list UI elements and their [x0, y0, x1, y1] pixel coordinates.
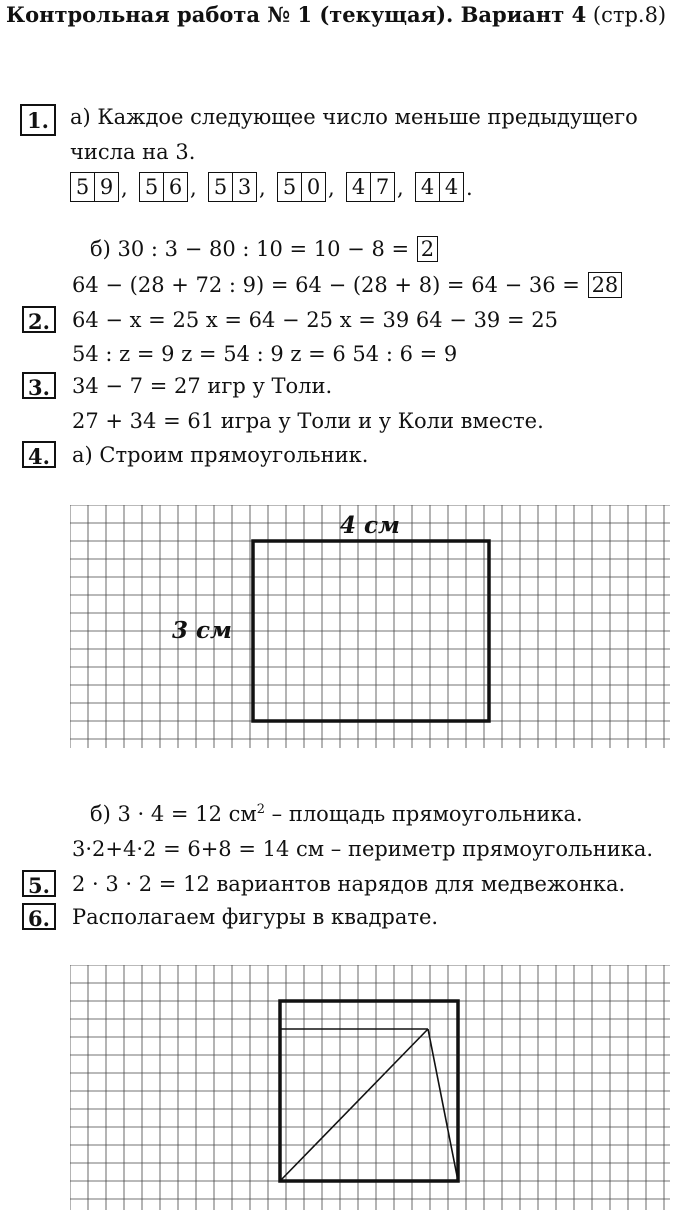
sequence-number-box	[208, 172, 257, 202]
header-page-ref: (стр.8)	[592, 3, 667, 27]
sequence-number-box	[70, 172, 119, 202]
sequence-separator: ,	[259, 176, 266, 200]
sequence-digit: 5	[282, 175, 297, 199]
task-1a-line2: числа на 3.	[70, 140, 196, 164]
task-3-line2: 27 + 34 = 61 игра у Толи и у Коли вместе.	[72, 409, 544, 433]
sequence-separator: ,	[121, 176, 128, 200]
sequence-number-box	[415, 172, 464, 202]
task-2-number: 2.	[22, 306, 56, 333]
task-1b-answer2: 28	[588, 272, 623, 298]
sequence-digit: 9	[94, 173, 118, 201]
sequence-number-box	[139, 172, 188, 202]
task-1b-expr1: б) 30 : 3 − 80 : 10 = 10 − 8 =	[90, 237, 410, 261]
header-title: Контрольная работа № 1 (текущая). Вариант 4	[6, 2, 587, 27]
sequence-digit: 5	[75, 175, 90, 199]
task-5-number: 5.	[22, 870, 56, 897]
task-3-number: 3.	[22, 372, 56, 399]
sequence-digit: 0	[301, 173, 325, 201]
sequence-separator: ,	[328, 176, 335, 200]
task-1b-expr2: 64 − (28 + 72 : 9) = 64 − (28 + 8) = 64 − 36 =	[72, 273, 580, 297]
task-1b-line2	[72, 272, 623, 298]
task-4b-line2: 3·2+4·2 = 6+8 = 14 см – периметр прямоугольника.	[72, 837, 654, 861]
task-6-number: 6.	[22, 903, 56, 930]
grid-rectangle-figure	[70, 505, 670, 750]
task-4-number: 4.	[22, 441, 56, 468]
grid-square-figure	[70, 965, 670, 1215]
sequence-number-box	[346, 172, 395, 202]
sequence-digit: 4	[420, 175, 435, 199]
task-1a-line1: а) Каждое следующее число меньше предыдущего	[70, 105, 638, 129]
sequence-digit: 4	[439, 173, 463, 201]
task-4a-line: а) Строим прямоугольник.	[72, 443, 369, 467]
task-1b-answer1: 2	[417, 236, 438, 262]
rect-height-label: 3 см	[172, 617, 232, 644]
task-3-line1: 34 − 7 = 27 игр у Толи.	[72, 374, 333, 398]
rect-width-label: 4 см	[340, 512, 400, 539]
sequence-digit: 4	[351, 175, 366, 199]
sequence-number-box	[277, 172, 326, 202]
task-4b-area-sup: 2	[256, 802, 265, 817]
sequence-digit: 5	[144, 175, 159, 199]
figure-slant-edge	[428, 1029, 458, 1181]
figure-diagonal	[280, 1029, 428, 1181]
sequence-separator: .	[466, 176, 473, 200]
task-4b-line1	[90, 802, 583, 826]
task-4b-area-expr: б) 3 · 4 = 12 см	[90, 802, 257, 826]
page-header	[6, 2, 666, 27]
sequence-digit: 5	[213, 175, 228, 199]
task-2-line1: 64 − x = 25 x = 64 − 25 x = 39 64 − 39 = 25	[72, 308, 558, 332]
task-1b-line1	[90, 236, 439, 262]
sequence-separator: ,	[190, 176, 197, 200]
sequence-digit: 6	[163, 173, 187, 201]
sequence-digit: 7	[370, 173, 394, 201]
task-2-line2: 54 : z = 9 z = 54 : 9 z = 6 54 : 6 = 9	[72, 342, 458, 366]
task-4b-area-text: – площадь прямоугольника.	[264, 802, 583, 826]
task-6-line: Располагаем фигуры в квадрате.	[72, 905, 439, 929]
task-1a-number-sequence	[70, 172, 484, 202]
sequence-digit: 3	[232, 173, 256, 201]
sequence-separator: ,	[397, 176, 404, 200]
task-5-line: 2 · 3 · 2 = 12 вариантов нарядов для медвежонка.	[72, 872, 626, 896]
task-1-number: 1.	[20, 104, 56, 136]
